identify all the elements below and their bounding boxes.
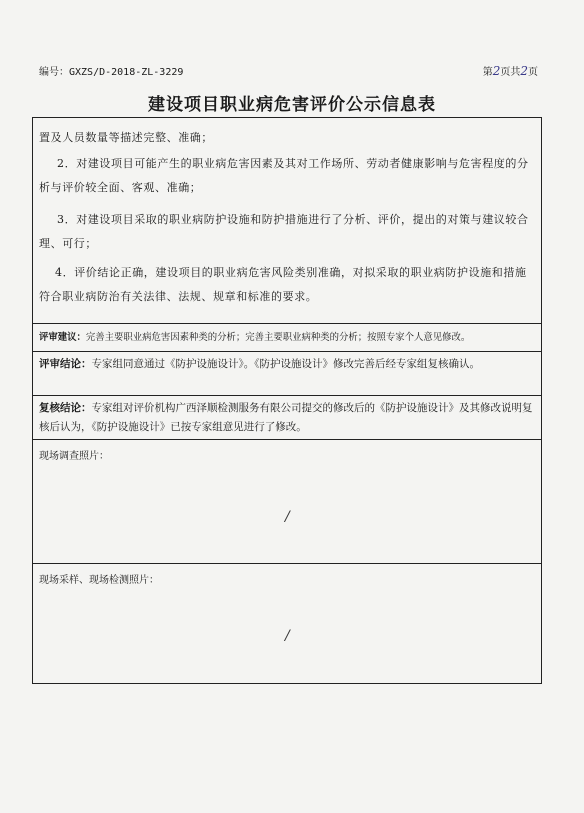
page-suffix: 页 <box>528 67 538 78</box>
paragraph-4: 4．评价结论正确，建设项目的职业病危害风险类别准确，对拟采取的职业病防护设施和措施符合职业病防治有关法律、法规、规章和标准的要求。 <box>39 266 527 303</box>
evaluation-conclusion-cell <box>33 118 541 324</box>
recheck-conclusion-text: 专家组对评价机构广西泽顺检测服务有限公司提交的修改后的《防护设施设计》及其修改说明复核后认为，《防护设施设计》已按专家组意见进行了修改。 <box>39 402 533 433</box>
paragraph-2: 2．对建设项目可能产生的职业病危害因素及其对工作场所、劳动者健康影响与危害程度的分析与评价较全面、客观、准确； <box>39 157 529 194</box>
page-prefix: 第 <box>482 67 493 78</box>
site-survey-label: 现场调查照片： <box>39 451 109 462</box>
review-conclusion-text: 专家组同意通过《防护设施设计》。《防护设施设计》修改完善后经专家组复核确认。 <box>91 358 480 370</box>
site-sampling-photo-cell <box>33 564 541 685</box>
paragraph-1: 置及人员数量等描述完整、准确； <box>39 131 213 144</box>
recheck-conclusion-cell <box>33 396 541 440</box>
site-sampling-empty-mark: / <box>285 628 290 644</box>
info-table <box>32 117 542 684</box>
header-line <box>39 63 538 78</box>
review-advice-cell <box>33 324 541 352</box>
page-number <box>483 63 538 78</box>
review-advice-text: 完善主要职业病危害因素种类的分析；完善主要职业病种类的分析；按照专家个人意见修改。 <box>85 332 471 343</box>
page-middle: 页共 <box>500 67 521 78</box>
review-conclusion-cell <box>33 352 541 396</box>
site-survey-empty-mark: / <box>285 509 290 525</box>
page-title: 建设项目职业病危害评价公示信息表 <box>148 95 436 115</box>
page-total: 2 <box>520 64 528 78</box>
review-conclusion-label: 评审结论： <box>39 358 92 370</box>
review-advice-label: 评审建议： <box>39 332 86 343</box>
site-sampling-label: 现场采样、现场检测照片： <box>39 575 159 586</box>
recheck-conclusion-label: 复核结论： <box>39 402 92 414</box>
page-current: 2 <box>492 64 501 78</box>
document-number: 编号：GXZS/D-2018-ZL-3229 <box>39 67 184 78</box>
site-survey-photo-cell <box>33 440 541 564</box>
paragraph-3: 3．对建设项目采取的职业病防护设施和防护措施进行了分析、评价，提出的对策与建议较合理、可行； <box>39 213 529 250</box>
